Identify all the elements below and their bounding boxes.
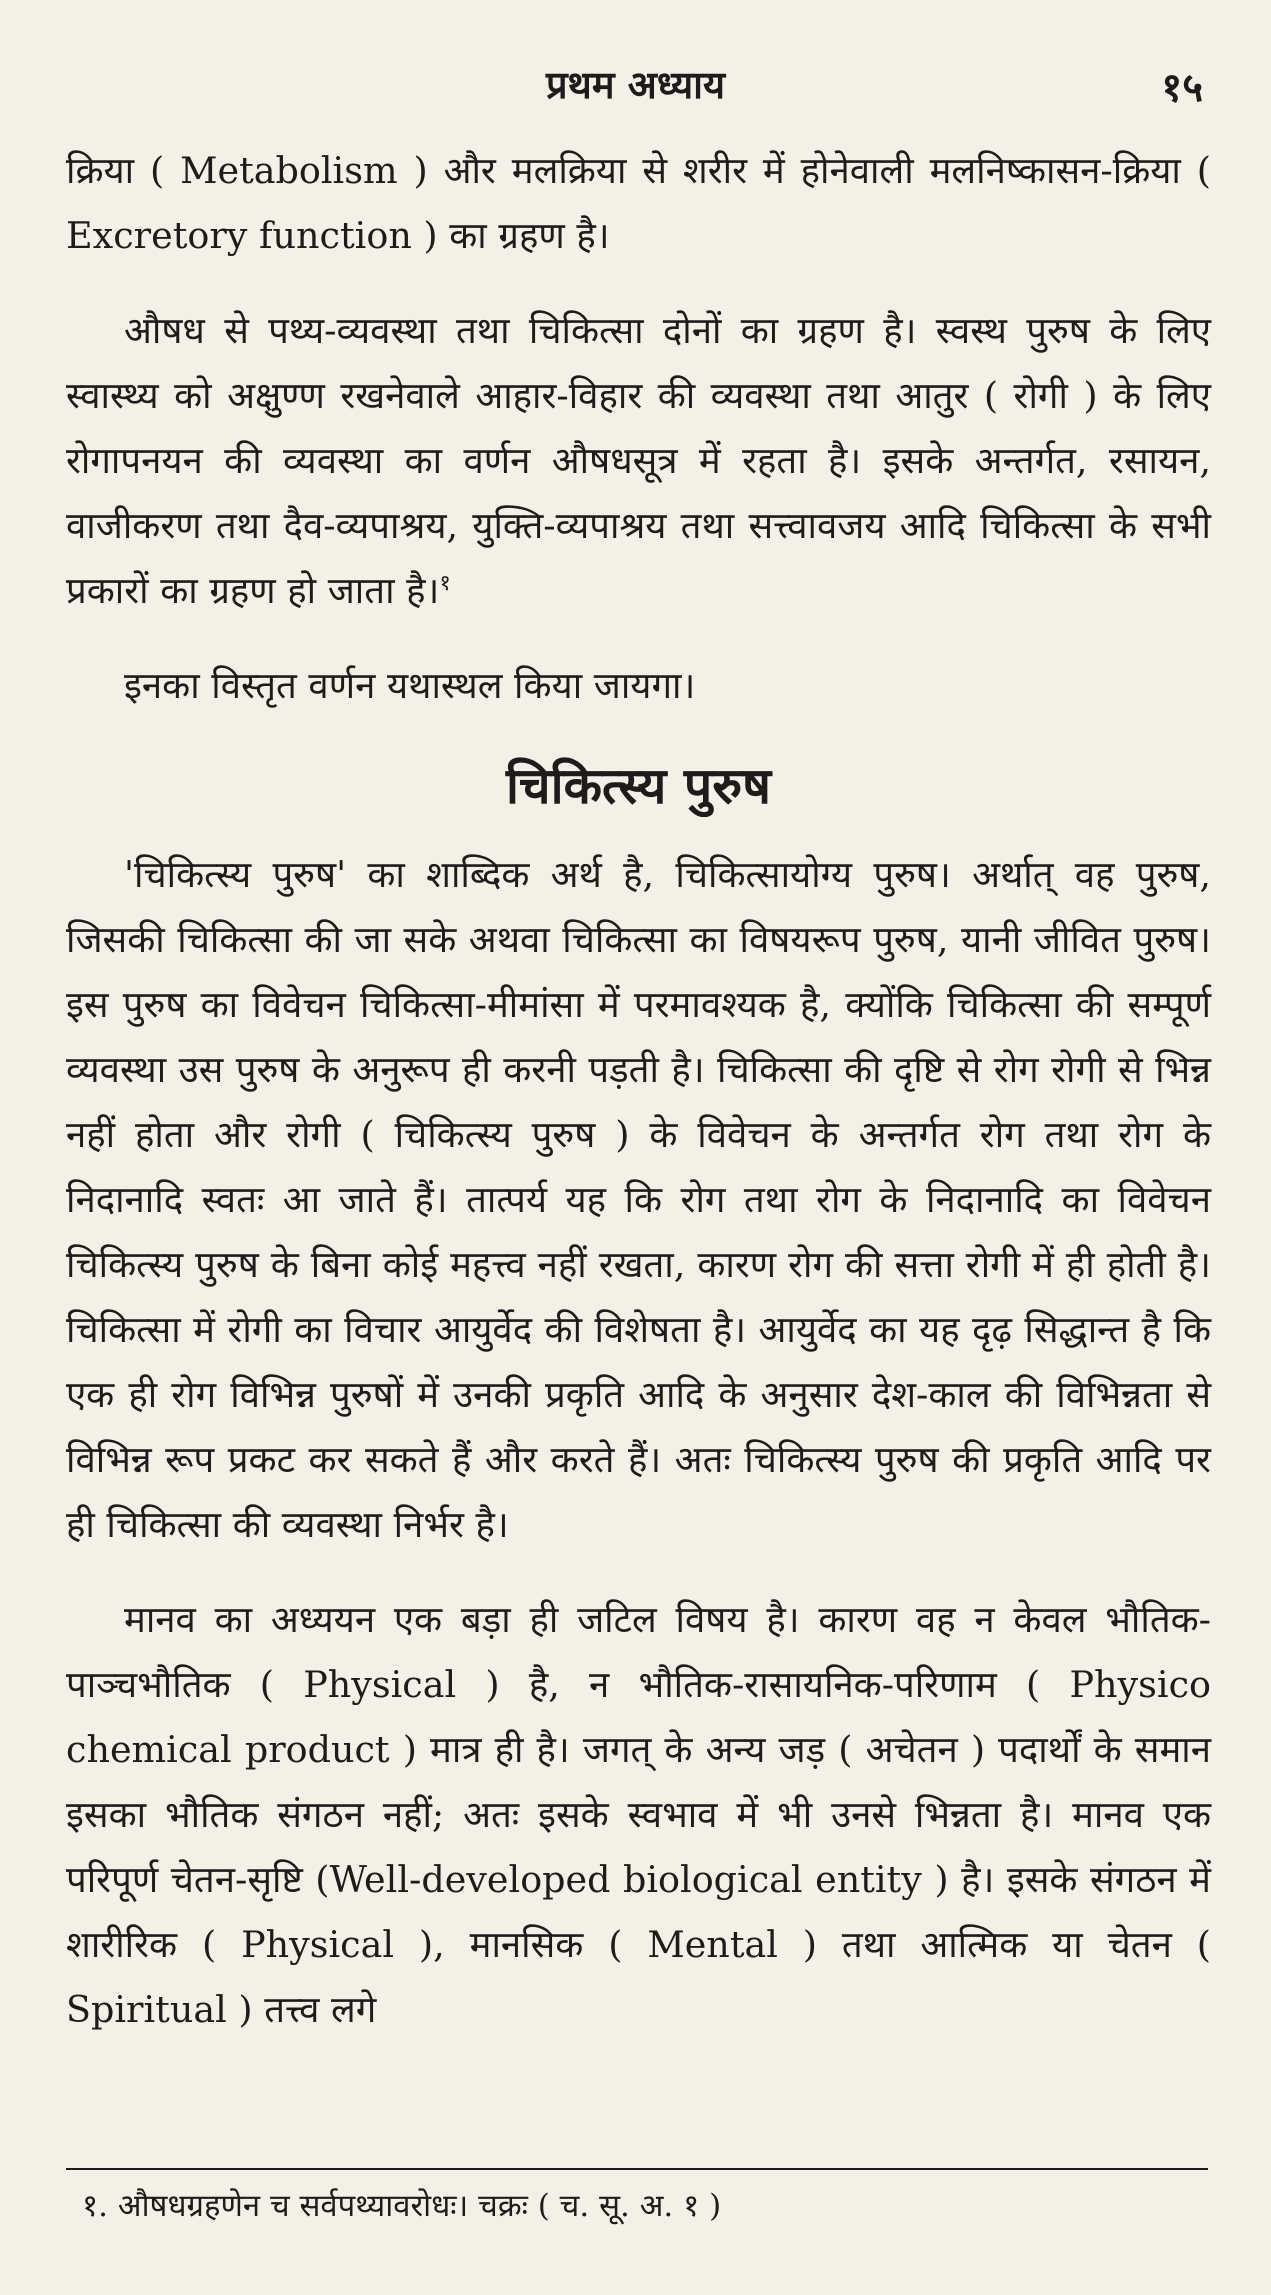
paragraph-chikitsya-purush: 'चिकित्स्य पुरुष' का शाब्दिक अर्थ है, चिकित्सायोग्य पुरुष। अर्थात् वह पुरुष, जिसकी चिकित्सा की जा सके अथवा चिकित्सा का विषयरूप पुरुष, यानी जीवित पुरुष। इस पुरुष का विवेचन चिकित्सा-मीमांसा में परमावश्यक है, क्योंकि चिकित्सा की सम्पूर्ण व्यवस्था उस पुरुष के अनुरूप ही करनी पड़ती है। चिकित्सा की दृष्टि से रोग रोगी से भिन्न नहीं होता और रोगी ( चिकित्स्य पुरुष ) के विवेचन के अन्तर्गत रोग तथा रोग के निदानादि स्वतः आ जाते हैं। तात्पर्य यह कि रोग तथा रोग के निदानादि का विवेचन चिकित्स्य पुरुष के बिना कोई महत्त्व नहीं रखता, कारण रोग की सत्ता रोगी में ही होती है। चिकित्सा में रोगी का विचार आयुर्वेद की विशेषता है। आयुर्वेद का यह दृढ़ सिद्धान्त है कि एक ही रोग विभिन्न पुरुषों में उनकी प्रकृति आदि के अनुसार देश-काल की विभिन्नता से विभिन्न रूप प्रकट कर सकते हैं और करते हैं। अतः चिकित्स्य पुरुष की प्रकृति आदि पर ही चिकित्सा की व्यवस्था निर्भर है। [66, 853, 1211, 1546]
paragraph-aushadh-text: औषध से पथ्य-व्यवस्था तथा चिकित्सा दोनों का ग्रहण है। स्वस्थ पुरुष के लिए स्वास्थ्य को अक्षुण्ण रखनेवाले आहार-विहार की व्यवस्था तथा आतुर ( रोगी ) के लिए रोगापनयन की व्यवस्था का वर्णन औषधसूत्र में रहता है। इसके अन्तर्गत, रसायन, वाजीकरण तथा दैव-व्यपाश्रय, युक्ति-व्यपाश्रय तथा सत्त्वावजय आदि चिकित्सा के सभी प्रकारों का ग्रहण हो जाता है। [66, 309, 1211, 612]
footnote: १. औषधग्रहणेन च सर्वपथ्यावरोधः। चक्रः ( च. सू. अ. १ ) [82, 2188, 722, 2224]
paragraph-manav: मानव का अध्ययन एक बड़ा ही जटिल विषय है। कारण वह न केवल भौतिक-पाञ्चभौतिक ( Physical ) है, न भौतिक-रासायनिक-परिणाम ( Physico chemical product ) मात्र ही है। जगत् के अन्य जड़ ( अचेतन ) पदार्थों के समान इसका भौतिक संगठन नहीं; अतः इसके स्वभाव में भी उनसे भिन्नता है। मानव एक परिपूर्ण चेतन-सृष्टि (Well-developed biological entity ) है। इसके संगठन में शारीरिक ( Physical ), मानसिक ( Mental ) तथा आत्मिक या चेतन ( Spiritual ) तत्त्व लगे [66, 1598, 1211, 2031]
chapter-title: प्रथम अध्याय [545, 62, 726, 107]
section-heading: चिकित्स्य पुरुष [505, 756, 772, 815]
paragraph-metabolism: क्रिया ( Metabolism ) और मलक्रिया से शरीर में होनेवाली मलनिष्कासन-क्रिया ( Excretory function ) का ग्रहण है। [66, 149, 1211, 257]
page-body [66, 138, 1211, 2042]
footnote-divider [66, 2168, 1208, 2170]
footnote-marker: १ [439, 570, 451, 596]
running-head [0, 58, 1271, 118]
paragraph-details: इनका विस्तृत वर्णन यथास्थल किया जायगा। [124, 664, 696, 707]
paragraph-aushadh [66, 298, 1211, 623]
page-number: १५ [1161, 64, 1203, 111]
